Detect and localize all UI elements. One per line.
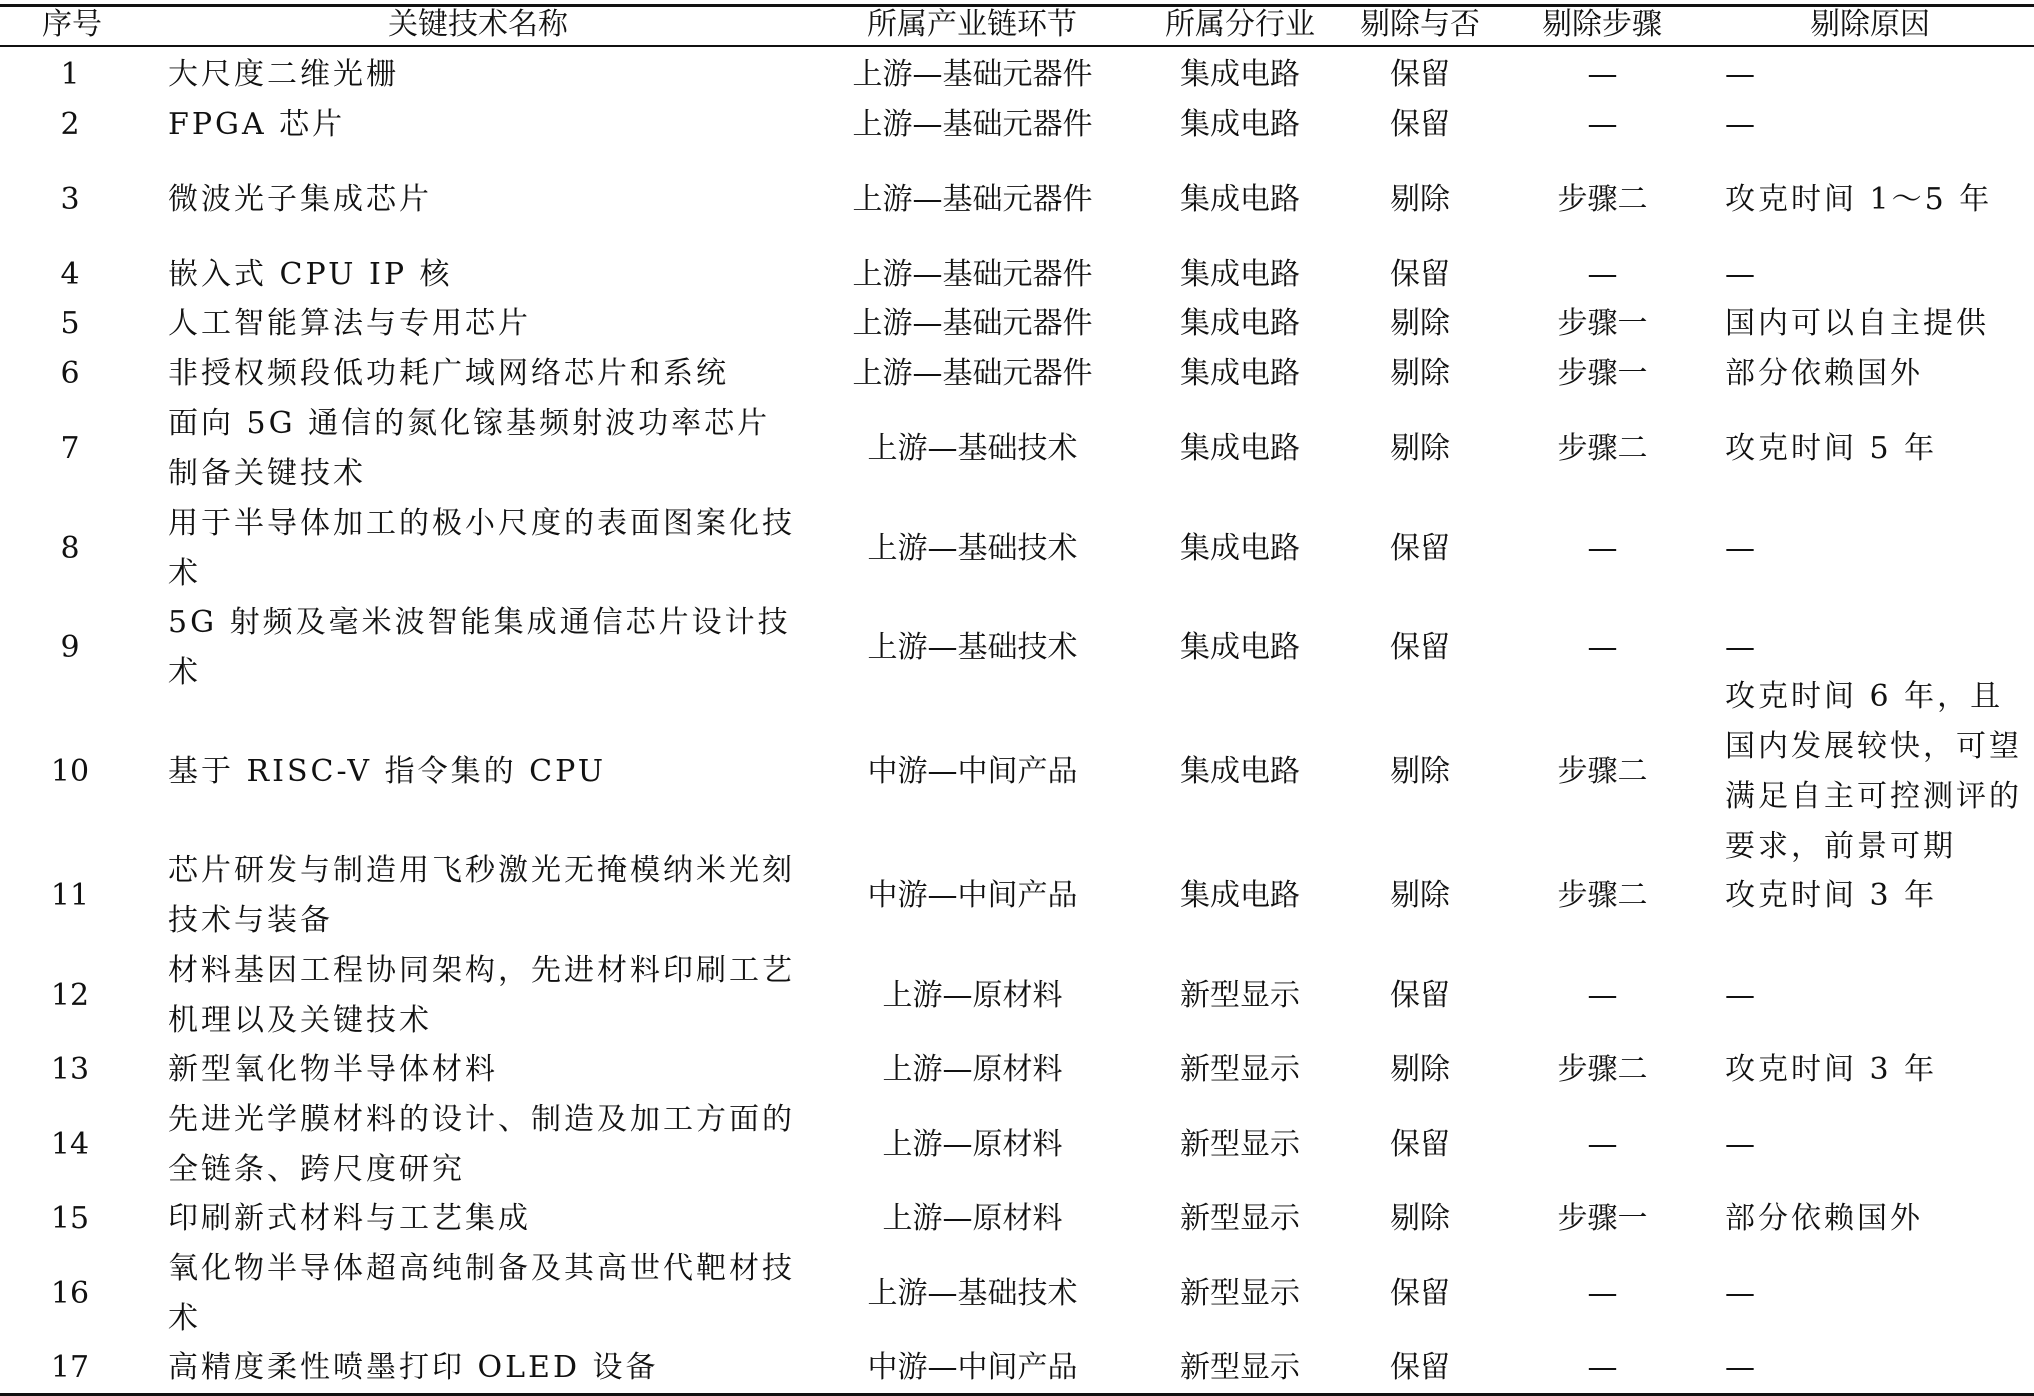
header-chain: 所属产业链环节 bbox=[867, 7, 1077, 42]
cell-industry: 新型显示 bbox=[1180, 1350, 1300, 1385]
cell-removed: 保留 bbox=[1390, 1350, 1450, 1385]
cell-industry: 新型显示 bbox=[1180, 1052, 1300, 1087]
cell-step: 步骤一 bbox=[1557, 306, 1648, 341]
cell-industry: 集成电路 bbox=[1180, 356, 1300, 391]
cell-tech-name: 新型氧化物半导体材料 bbox=[168, 1052, 498, 1087]
cell-chain-stage: 上游—基础元器件 bbox=[852, 182, 1093, 217]
cell-chain-stage: 中游—中间产品 bbox=[867, 754, 1078, 789]
cell-removed: 剔除 bbox=[1390, 1052, 1450, 1087]
cell-no: 6 bbox=[60, 356, 80, 391]
cell-industry: 集成电路 bbox=[1180, 57, 1300, 92]
cell-tech-name: 用于半导体加工的极小尺度的表面图案化技术 bbox=[168, 506, 795, 591]
header-name: 关键技术名称 bbox=[388, 7, 568, 42]
cell-industry: 集成电路 bbox=[1180, 878, 1300, 913]
cell-industry: 集成电路 bbox=[1180, 754, 1300, 789]
cell-removed: 保留 bbox=[1390, 57, 1450, 92]
header-reason: 剔除原因 bbox=[1810, 7, 1930, 42]
cell-removed: 剔除 bbox=[1390, 306, 1450, 341]
cell-chain-stage: 上游—基础元器件 bbox=[852, 107, 1093, 142]
cell-no: 2 bbox=[60, 107, 80, 142]
cell-industry: 新型显示 bbox=[1180, 1201, 1300, 1236]
cell-removed: 剔除 bbox=[1390, 1201, 1450, 1236]
cell-step: — bbox=[1587, 257, 1618, 292]
cell-reason: 部分依赖国外 bbox=[1725, 1201, 1923, 1236]
cell-no: 14 bbox=[50, 1127, 90, 1162]
cell-reason: 部分依赖国外 bbox=[1725, 356, 1923, 391]
cell-chain-stage: 上游—基础元器件 bbox=[852, 306, 1093, 341]
cell-reason: — bbox=[1725, 978, 1758, 1013]
cell-no: 3 bbox=[60, 182, 80, 217]
cell-no: 10 bbox=[50, 754, 90, 789]
cell-no: 12 bbox=[50, 978, 90, 1013]
cell-reason: — bbox=[1725, 531, 1758, 566]
cell-removed: 剔除 bbox=[1390, 356, 1450, 391]
cell-industry: 集成电路 bbox=[1180, 257, 1300, 292]
cell-tech-name: 芯片研发与制造用飞秒激光无掩模纳米光刻技术与装备 bbox=[168, 853, 795, 938]
cell-reason: 攻克时间 3 年 bbox=[1725, 878, 1938, 913]
cell-industry: 新型显示 bbox=[1180, 1276, 1300, 1311]
cell-no: 8 bbox=[60, 531, 80, 566]
cell-tech-name: 非授权频段低功耗广域网络芯片和系统 bbox=[168, 356, 729, 391]
cell-step: — bbox=[1587, 978, 1618, 1013]
cell-tech-name: 高精度柔性喷墨打印 OLED 设备 bbox=[168, 1350, 659, 1385]
cell-step: — bbox=[1587, 1350, 1618, 1385]
cell-reason: 攻克时间 6 年，且国内发展较快，可望满足自主可控测评的要求，前景可期 bbox=[1725, 679, 2022, 864]
cell-chain-stage: 中游—中间产品 bbox=[867, 1350, 1078, 1385]
cell-chain-stage: 上游—基础技术 bbox=[867, 531, 1078, 566]
cell-industry: 集成电路 bbox=[1180, 531, 1300, 566]
cell-chain-stage: 上游—基础元器件 bbox=[852, 57, 1093, 92]
cell-chain-stage: 中游—中间产品 bbox=[867, 878, 1078, 913]
cell-no: 13 bbox=[50, 1052, 90, 1087]
cell-reason: — bbox=[1725, 107, 1758, 142]
cell-tech-name: FPGA 芯片 bbox=[168, 107, 346, 142]
cell-industry: 集成电路 bbox=[1180, 431, 1300, 466]
cell-removed: 保留 bbox=[1390, 1127, 1450, 1162]
cell-step: 步骤一 bbox=[1557, 356, 1648, 391]
cell-industry: 集成电路 bbox=[1180, 182, 1300, 217]
cell-step: 步骤二 bbox=[1557, 431, 1648, 466]
cell-removed: 保留 bbox=[1390, 257, 1450, 292]
cell-tech-name: 嵌入式 CPU IP 核 bbox=[168, 257, 453, 292]
cell-reason: — bbox=[1725, 257, 1758, 292]
cell-no: 4 bbox=[60, 257, 80, 292]
cell-removed: 保留 bbox=[1390, 1276, 1450, 1311]
cell-step: 步骤二 bbox=[1557, 754, 1648, 789]
cell-tech-name: 氧化物半导体超高纯制备及其高世代靶材技术 bbox=[168, 1251, 795, 1336]
cell-no: 7 bbox=[60, 431, 80, 466]
cell-step: 步骤一 bbox=[1557, 1201, 1648, 1236]
cell-chain-stage: 上游—基础技术 bbox=[867, 431, 1078, 466]
cell-no: 16 bbox=[50, 1276, 90, 1311]
cell-reason: — bbox=[1725, 1127, 1758, 1162]
cell-step: — bbox=[1587, 531, 1618, 566]
cell-industry: 集成电路 bbox=[1180, 630, 1300, 665]
header-no: 序号 bbox=[42, 7, 102, 42]
cell-reason: 攻克时间 3 年 bbox=[1725, 1052, 1938, 1087]
cell-reason: 攻克时间 1～5 年 bbox=[1725, 182, 1993, 217]
cell-step: — bbox=[1587, 57, 1618, 92]
cell-reason: — bbox=[1725, 1276, 1758, 1311]
cell-chain-stage: 上游—基础元器件 bbox=[852, 257, 1093, 292]
cell-reason: 国内可以自主提供 bbox=[1725, 306, 1989, 341]
cell-removed: 保留 bbox=[1390, 531, 1450, 566]
header-industry: 所属分行业 bbox=[1165, 7, 1315, 42]
cell-tech-name: 印刷新式材料与工艺集成 bbox=[168, 1201, 531, 1236]
cell-removed: 剔除 bbox=[1390, 754, 1450, 789]
cell-industry: 集成电路 bbox=[1180, 306, 1300, 341]
cell-reason: — bbox=[1725, 630, 1758, 665]
cell-removed: 保留 bbox=[1390, 630, 1450, 665]
cell-chain-stage: 上游—原材料 bbox=[882, 1052, 1063, 1087]
cell-step: 步骤二 bbox=[1557, 1052, 1648, 1087]
cell-removed: 保留 bbox=[1390, 107, 1450, 142]
cell-chain-stage: 上游—基础技术 bbox=[867, 1276, 1078, 1311]
cell-chain-stage: 上游—原材料 bbox=[882, 1201, 1063, 1236]
cell-removed: 保留 bbox=[1390, 978, 1450, 1013]
cell-no: 15 bbox=[50, 1201, 90, 1236]
header-removed: 剔除与否 bbox=[1360, 7, 1480, 42]
cell-tech-name: 面向 5G 通信的氮化镓基频射波功率芯片制备关键技术 bbox=[168, 406, 771, 491]
cell-step: 步骤二 bbox=[1557, 878, 1648, 913]
cell-industry: 新型显示 bbox=[1180, 978, 1300, 1013]
cell-reason: — bbox=[1725, 1350, 1758, 1385]
cell-step: — bbox=[1587, 1127, 1618, 1162]
cell-tech-name: 人工智能算法与专用芯片 bbox=[168, 306, 531, 341]
cell-removed: 剔除 bbox=[1390, 182, 1450, 217]
cell-chain-stage: 上游—基础技术 bbox=[867, 630, 1078, 665]
cell-removed: 剔除 bbox=[1390, 431, 1450, 466]
cell-industry: 集成电路 bbox=[1180, 107, 1300, 142]
cell-reason: — bbox=[1725, 57, 1758, 92]
cell-no: 5 bbox=[60, 306, 80, 341]
cell-no: 1 bbox=[60, 57, 80, 92]
cell-tech-name: 5G 射频及毫米波智能集成通信芯片设计技术 bbox=[168, 605, 791, 690]
cell-industry: 新型显示 bbox=[1180, 1127, 1300, 1162]
cell-removed: 剔除 bbox=[1390, 878, 1450, 913]
cell-tech-name: 材料基因工程协同架构，先进材料印刷工艺机理以及关键技术 bbox=[168, 953, 795, 1038]
cell-no: 17 bbox=[50, 1350, 90, 1385]
cell-chain-stage: 上游—原材料 bbox=[882, 1127, 1063, 1162]
cell-tech-name: 基于 RISC-V 指令集的 CPU bbox=[168, 754, 607, 789]
cell-reason: 攻克时间 5 年 bbox=[1725, 431, 1938, 466]
cell-tech-name: 先进光学膜材料的设计、制造及加工方面的全链条、跨尺度研究 bbox=[168, 1102, 795, 1187]
cell-step: — bbox=[1587, 630, 1618, 665]
cell-step: — bbox=[1587, 107, 1618, 142]
cell-tech-name: 微波光子集成芯片 bbox=[168, 182, 432, 217]
cell-step: 步骤二 bbox=[1557, 182, 1648, 217]
cell-no: 9 bbox=[60, 630, 80, 665]
cell-tech-name: 大尺度二维光栅 bbox=[168, 57, 399, 92]
cell-no: 11 bbox=[50, 878, 90, 913]
header-step: 剔除步骤 bbox=[1542, 7, 1662, 42]
cell-step: — bbox=[1587, 1276, 1618, 1311]
cell-chain-stage: 上游—基础元器件 bbox=[852, 356, 1093, 391]
cell-chain-stage: 上游—原材料 bbox=[882, 978, 1063, 1013]
